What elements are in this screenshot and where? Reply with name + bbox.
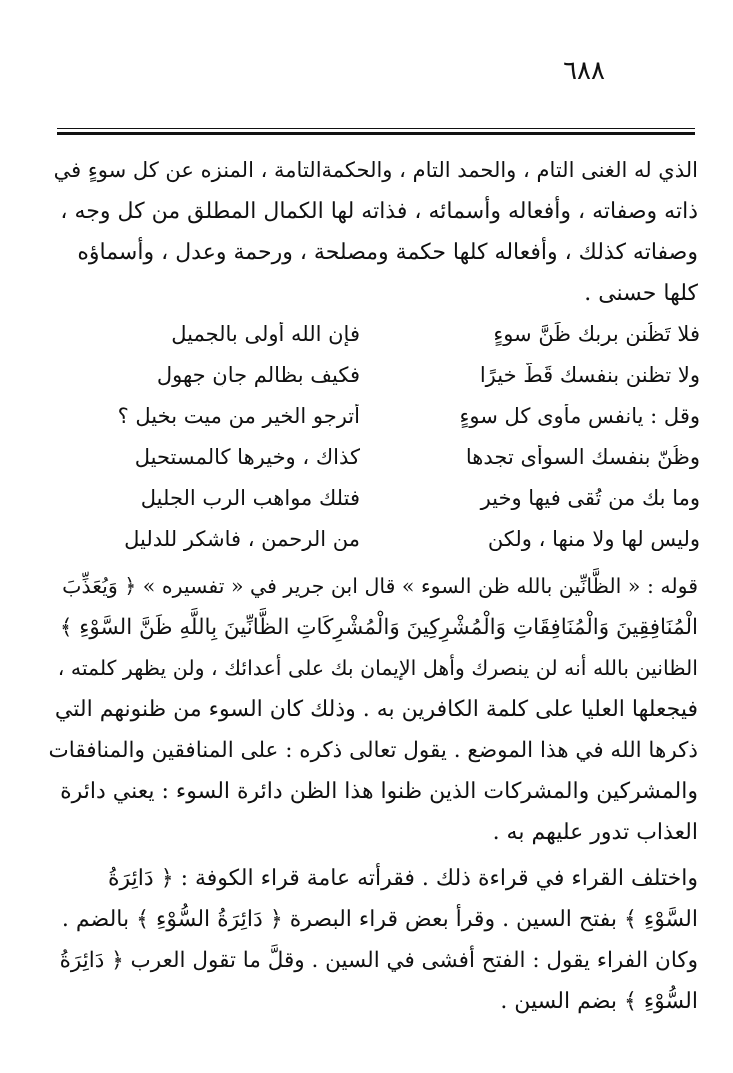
- header-rule-top: [57, 128, 695, 129]
- text-line: فيجعلها العليا على كلمة الكافرين به . وذلك كان السوء من ظنونهم التي: [54, 697, 698, 722]
- text-line: ذاته وصفاته ، وأفعاله وأسمائه ، فذاته لها الكمال المطلق من كل وجه ،: [60, 199, 698, 224]
- text-line: والمشركين والمشركات الذين ظنوا هذا الظن دائرة السوء : يعني دائرة: [60, 779, 698, 804]
- text-line: واختلف القراء في قراءة ذلك . فقرأته عامة قراء الكوفة : ﴿ دَائِرَةُ: [108, 866, 698, 891]
- verse-second-hemistich: كذاك ، وخيرها كالمستحيل: [134, 445, 360, 469]
- text-line: وصفاته كذلك ، وأفعاله كلها حكمة ومصلحة ، ورحمة وعدل ، وأسماؤه: [77, 240, 698, 265]
- paragraph-3: [48, 858, 698, 1022]
- poem-verse: [60, 445, 700, 486]
- verse-first-hemistich: ولا تظنن بنفسك قَطُّ خيرًا: [479, 363, 700, 387]
- text-line: وكان الفراء يقول : الفتح أفشى في السين . وقلَّ ما تقول العرب ﴿ دَائِرَةُ: [59, 948, 698, 973]
- verse-second-hemistich: فتلك مواهب الرب الجليل: [140, 486, 360, 510]
- paragraph-1: [48, 150, 698, 314]
- verse-second-hemistich: من الرحمن ، فاشكر للدليل: [124, 527, 360, 551]
- verse-second-hemistich: فكيف بظالم جانٍ جهول: [156, 363, 360, 387]
- text-line: العذاب تدور عليهم به .: [492, 820, 698, 845]
- page-number: ٦٨٨: [563, 56, 605, 86]
- text-line: السُّوْءِ ﴾ بضم السين .: [500, 989, 698, 1014]
- poem-verse: [60, 363, 700, 404]
- poem-verse: [60, 322, 700, 363]
- text-line: الذي له الغنى التام ، والحمد التام ، والحكمةالتامة ، المنزه عن كل سوءٍ في: [53, 158, 698, 182]
- text-line: السَّوْءِ ﴾ بفتح السين . وقرأ بعض قراء البصرة ﴿ دَائِرَةُ السُّوْءِ ﴾ بالضم .: [61, 907, 698, 932]
- verse-first-hemistich: وظُنّ بنفسك السوأى تجدها: [465, 445, 700, 469]
- text-line: الظانين بالله أنه لن ينصرك وأهل الإيمان بك على أعدائك ، ولن يظهر كلمته ،: [57, 656, 698, 680]
- verse-first-hemistich: وليس لها ولا منها ، ولكن: [487, 527, 700, 551]
- text-line: ذكرها الله في هذا الموضع . يقول تعالى ذكره : على المنافقين والمنافقات: [48, 738, 698, 763]
- poem-verse: [60, 527, 700, 568]
- text-line: كلها حسنى .: [584, 281, 698, 306]
- header-rule-bottom: [57, 132, 695, 135]
- poem-verse: [60, 404, 700, 445]
- text-line: الْمُنَافِقِينَ وَالْمُنَافِقَاتِ وَالْمُشْرِكِينَ وَالْمُشْرِكَاتِ الظَّانِّينَ بِاللَّهِ ظَنَّ السَّوْءِ ﴾: [59, 615, 698, 640]
- poem: [60, 322, 700, 568]
- text-line: قوله : « الظَّانِّين بالله ظن السوء » قال ابن جرير في « تفسيره » ﴿ وَيُعَذِّبَ: [62, 574, 698, 598]
- verse-second-hemistich: أترجو الخير من ميت بخيل ؟: [117, 404, 360, 428]
- paragraph-2: [48, 566, 698, 853]
- poem-verse: [60, 486, 700, 527]
- verse-first-hemistich: وما بك من تُقى فيها وخير: [480, 486, 700, 510]
- verse-first-hemistich: وقل : يانفس مأوى كل سوءٍ: [459, 404, 700, 428]
- verse-second-hemistich: فإن الله أولى بالجميل: [171, 322, 360, 346]
- verse-first-hemistich: فلا تَظُنن بربك ظَنَّ سوءٍ: [493, 322, 700, 346]
